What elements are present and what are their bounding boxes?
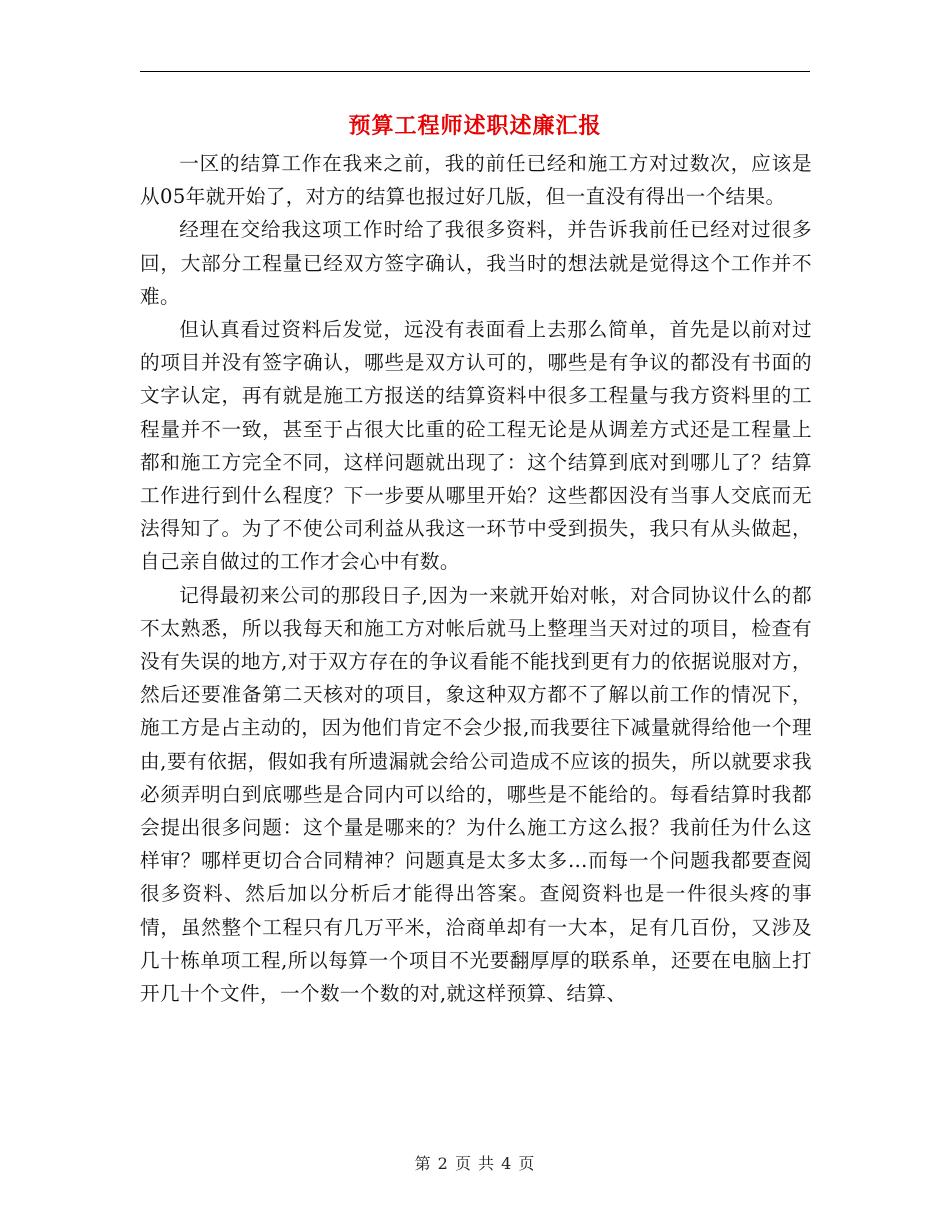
paragraph-2: 经理在交给我这项工作时给了我很多资料，并告诉我前任已经对过很多回，大部分工程量已经双方签字确认，我当时的想法就是觉得这个工作并不难。 — [140, 218, 812, 308]
paragraph-1: 一区的结算工作在我来之前，我的前任已经和施工方对过数次，应该是从05年就开始了，对方的结算也报过好几版，但一直没有得出一个结果。 — [140, 152, 812, 209]
document-title: 预算工程师述职述廉汇报 — [348, 113, 602, 139]
paragraph-3: 但认真看过资料后发觉，远没有表面看上去那么简单，首先是以前对过的项目并没有签字确认，哪些是双方认可的，哪些是有争议的都没有书面的文字认定，再有就是施工方报送的结算资料中很多工程量与我方资料里的工程量并不一致，甚至于占很大比重的砼工程无论是从调差方式还是工程量上都和施工方完全不同，这样问题就出现了：这个结算到底对到哪儿了？结算工作进行到什么程度？下一步要从哪里开始？这些都因没有当事人交底而无法得知了。为了不使公司利益从我这一环节中受到损失，我只有从头做起，自己亲自做过的工作才会心中有数。 — [140, 318, 812, 574]
document-body — [140, 147, 812, 1010]
page-footer: 第 2 页 共 4 页 — [414, 1154, 536, 1173]
paragraph-4: 记得最初来公司的那段日子,因为一来就开始对帐，对合同协议什么的都不太熟悉，所以我每天和施工方对帐后就马上整理当天对过的项目，检查有没有失误的地方,对于双方存在的争议看能不能找到更有力的依据说服对方，然后还要准备第二天核对的项目，象这种双方都不了解以前工作的情况下，施工方是占主动的，因为他们肯定不会少报,而我要往下减量就得给他一个理由,要有依据，假如我有所遗漏就会给公司造成不应该的损失，所以就要求我必须弄明白到底哪些是合同内可以给的，哪些是不能给的。每看结算时我都会提出很多问题：这个量是哪来的？为什么施工方这么报？我前任为什么这样审？哪样更切合合同精神？问题真是太多太多…而每一个问题我都要查阅很多资料、然后加以分析后才能得出答案。查阅资料也是一件很头疼的事情，虽然整个工程只有几万平米，洽商单却有一大本，足有几百份，又涉及几十栋单项工程,所以每算一个项目不光要翻厚厚的联系单，还要在电脑上打开几十个文件，一个数一个数的对,就这样预算、结算、 — [140, 583, 812, 1006]
header-rule — [140, 71, 810, 72]
